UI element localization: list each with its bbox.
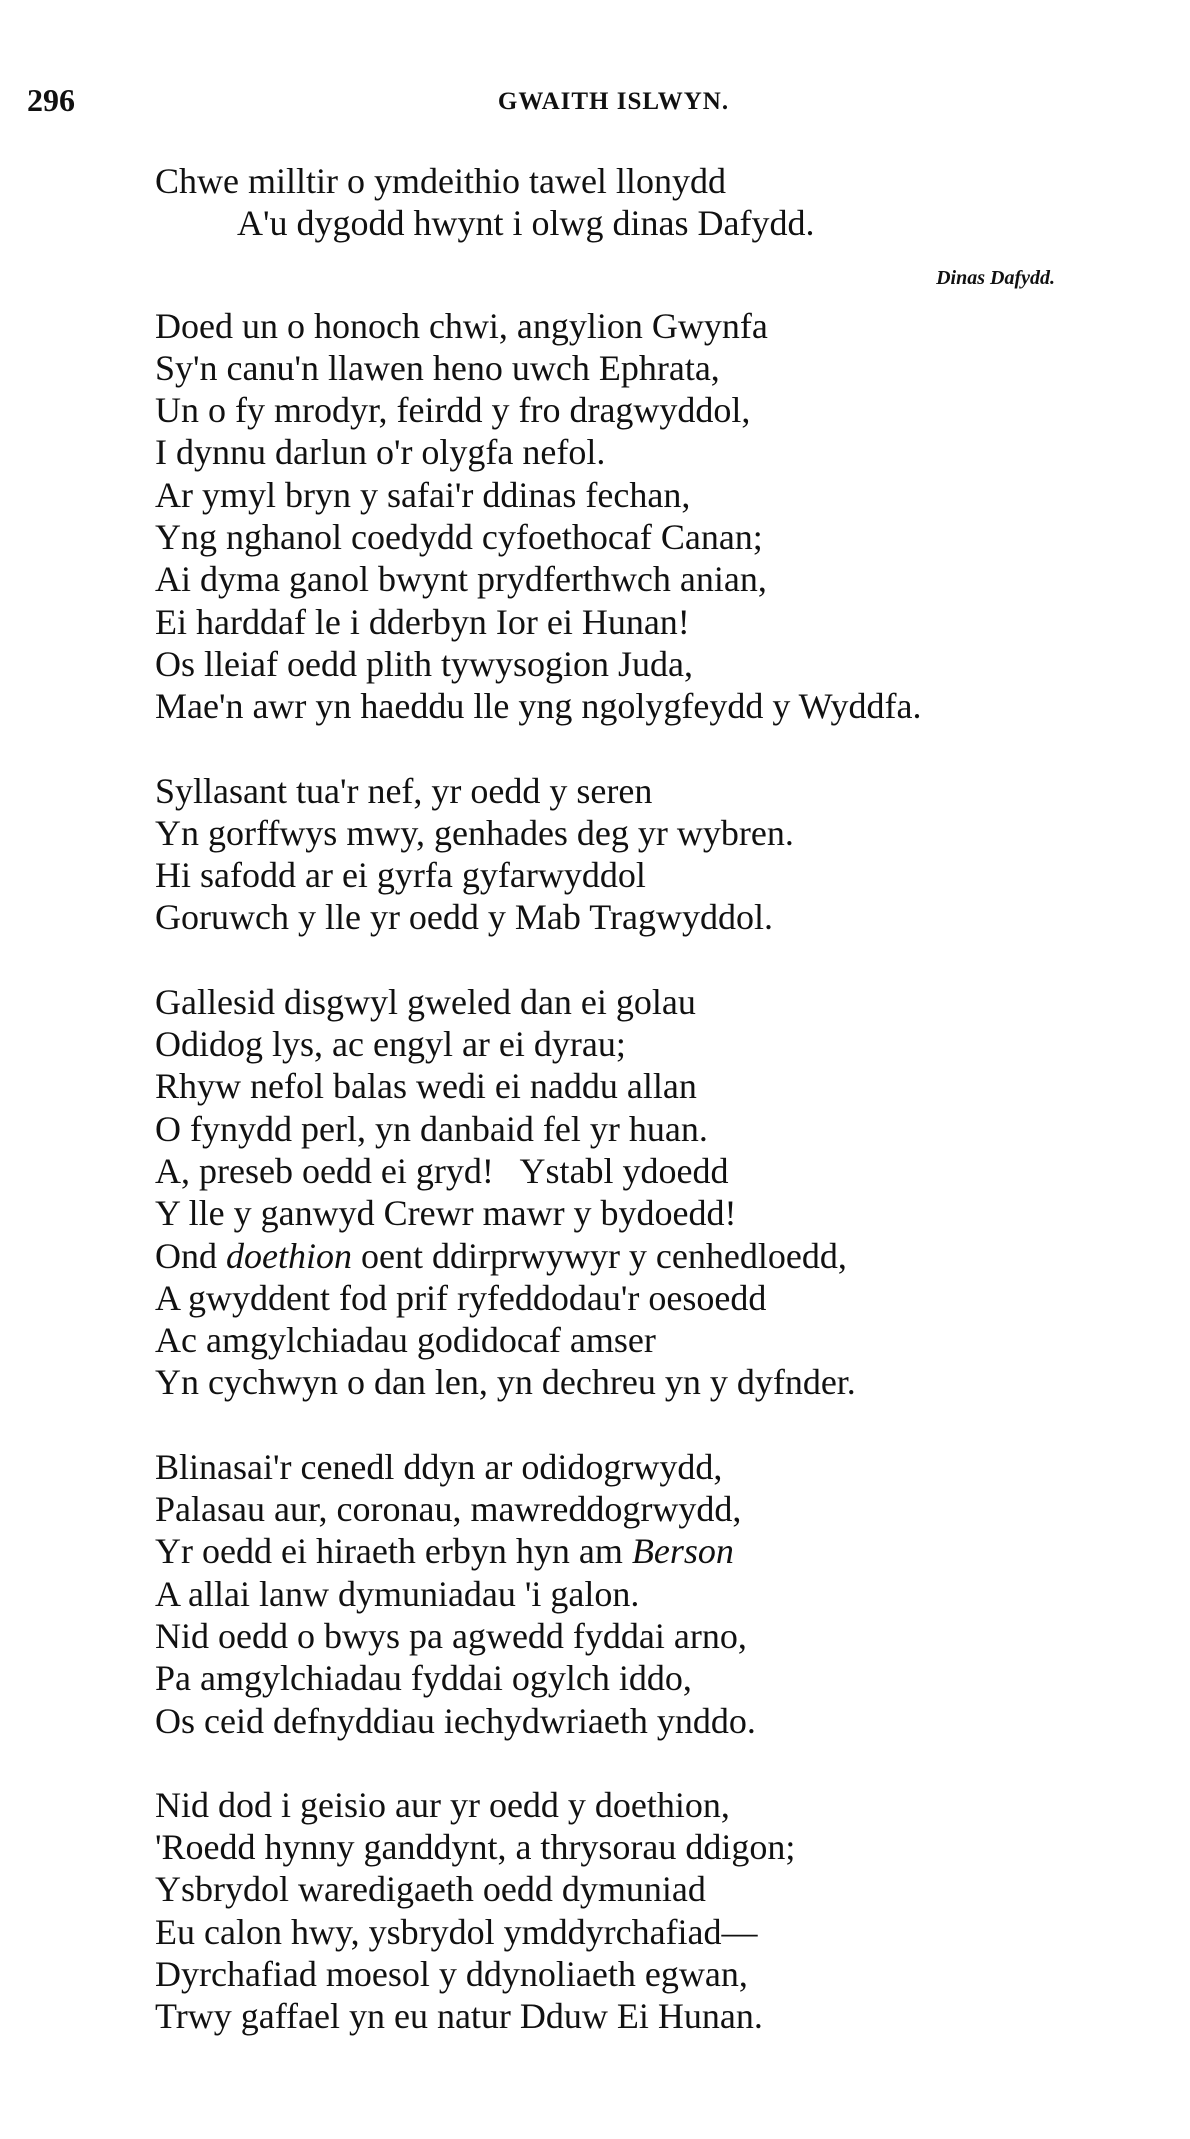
verse-line: Odidog lys, ac engyl ar ei dyrau; bbox=[155, 1024, 626, 1065]
verse-line: Os lleiaf oedd plith tywysogion Juda, bbox=[155, 643, 693, 684]
stanza bbox=[155, 1784, 1165, 2038]
verse-line: O fynydd perl, yn danbaid fel yr huan. bbox=[155, 1108, 708, 1149]
verse-line: Mae'n awr yn haeddu lle yng ngolygfeydd y Wyddfa. bbox=[155, 686, 922, 727]
stanza bbox=[155, 981, 1165, 1404]
verse-line: Pa amgylchiadau fyddai ogylch iddo, bbox=[155, 1658, 692, 1699]
verse-line: Un o fy mrodyr, feirdd y fro dragwyddol, bbox=[155, 390, 751, 431]
verse-line: Yn gorffwys mwy, genhades deg yr wybren. bbox=[155, 812, 794, 853]
running-title: GWAITH ISLWYN. bbox=[497, 88, 730, 115]
verse-line: Nid oedd o bwys pa agwedd fyddai arno, bbox=[155, 1615, 747, 1656]
verse-line: Goruwch y lle yr oedd y Mab Tragwyddol. bbox=[155, 897, 773, 938]
stanza-break bbox=[155, 1742, 1165, 1784]
stanza-break bbox=[155, 728, 1165, 770]
verse-line: Trwy gaffael yn eu natur Dduw Ei Hunan. bbox=[155, 1996, 763, 2037]
verse-line: Eu calon hwy, ysbrydol ymddyrchafiad— bbox=[155, 1911, 758, 1952]
section-heading: Dinas Dafydd. bbox=[936, 266, 1055, 289]
verse-line: 'Roedd hynny ganddynt, a thrysorau ddigon; bbox=[155, 1827, 796, 1868]
verse-line: I dynnu darlun o'r olygfa nefol. bbox=[155, 432, 606, 473]
verse-line: A gwyddent fod prif ryfeddodau'r oesoedd bbox=[155, 1277, 767, 1318]
italic-word: doethion bbox=[226, 1235, 352, 1276]
verse-text: Yr oedd ei hiraeth erbyn hyn am bbox=[155, 1531, 632, 1572]
verse-line bbox=[155, 1235, 1165, 1277]
poem-text bbox=[155, 160, 1165, 2038]
verse-line: Syllasant tua'r nef, yr oedd y seren bbox=[155, 770, 653, 811]
stanza bbox=[155, 305, 1165, 728]
verse-line: A'u dygodd hwynt i olwg dinas Dafydd. bbox=[237, 203, 815, 244]
page-number: 296 bbox=[27, 82, 75, 118]
verse-line: Os ceid defnyddiau iechydwriaeth ynddo. bbox=[155, 1700, 756, 1741]
verse-text: oent ddirprwywyr y cenhedloedd, bbox=[351, 1235, 847, 1276]
verse-line: Ai dyma ganol bwynt prydferthwch anian, bbox=[155, 559, 767, 600]
verse-text: Ond bbox=[155, 1235, 226, 1276]
verse-line: Ei harddaf le i dderbyn Ior ei Hunan! bbox=[155, 601, 690, 642]
verse-line: Y lle y ganwyd Crewr mawr y bydoedd! bbox=[155, 1193, 737, 1234]
verse-line: Gallesid disgwyl gweled dan ei golau bbox=[155, 981, 696, 1022]
italic-word: Berson bbox=[631, 1531, 734, 1572]
stanza-break bbox=[155, 939, 1165, 981]
running-head bbox=[27, 82, 1150, 122]
verse-line: Ar ymyl bryn y safai'r ddinas fechan, bbox=[155, 474, 691, 515]
verse-line: A, preseb oedd ei gryd! Ystabl ydoedd bbox=[155, 1150, 729, 1191]
verse-line: Nid dod i geisio aur yr oedd y doethion, bbox=[155, 1784, 730, 1825]
verse-line: Hi safodd ar ei gyrfa gyfarwyddol bbox=[155, 855, 646, 896]
verse-line: A allai lanw dymuniadau 'i galon. bbox=[155, 1573, 640, 1614]
stanza bbox=[155, 1446, 1165, 1742]
verse-line: Palasau aur, coronau, mawreddogrwydd, bbox=[155, 1489, 742, 1530]
stanza bbox=[155, 770, 1165, 939]
verse-line: Yng nghanol coedydd cyfoethocaf Canan; bbox=[155, 517, 763, 558]
stanza-break bbox=[155, 1404, 1165, 1446]
verse-line: Dyrchafiad moesol y ddynoliaeth egwan, bbox=[155, 1953, 748, 1994]
verse-line: Chwe milltir o ymdeithio tawel llonydd bbox=[155, 161, 726, 201]
verse-line: Ac amgylchiadau godidocaf amser bbox=[155, 1320, 656, 1361]
verse-line: Sy'n canu'n llawen heno uwch Ephrata, bbox=[155, 347, 720, 388]
verse-line: Doed un o honoch chwi, angylion Gwynfa bbox=[155, 305, 768, 346]
verse-line: Ysbrydol waredigaeth oedd dymuniad bbox=[155, 1869, 706, 1910]
verse-line: Blinasai'r cenedl ddyn ar odidogrwydd, bbox=[155, 1446, 723, 1487]
verse-line bbox=[155, 1530, 1165, 1572]
verse-line: Yn cychwyn o dan len, yn dechreu yn y dyfnder. bbox=[155, 1362, 856, 1403]
opening-couplet bbox=[155, 160, 1165, 245]
verse-line: Rhyw nefol balas wedi ei naddu allan bbox=[155, 1066, 697, 1107]
